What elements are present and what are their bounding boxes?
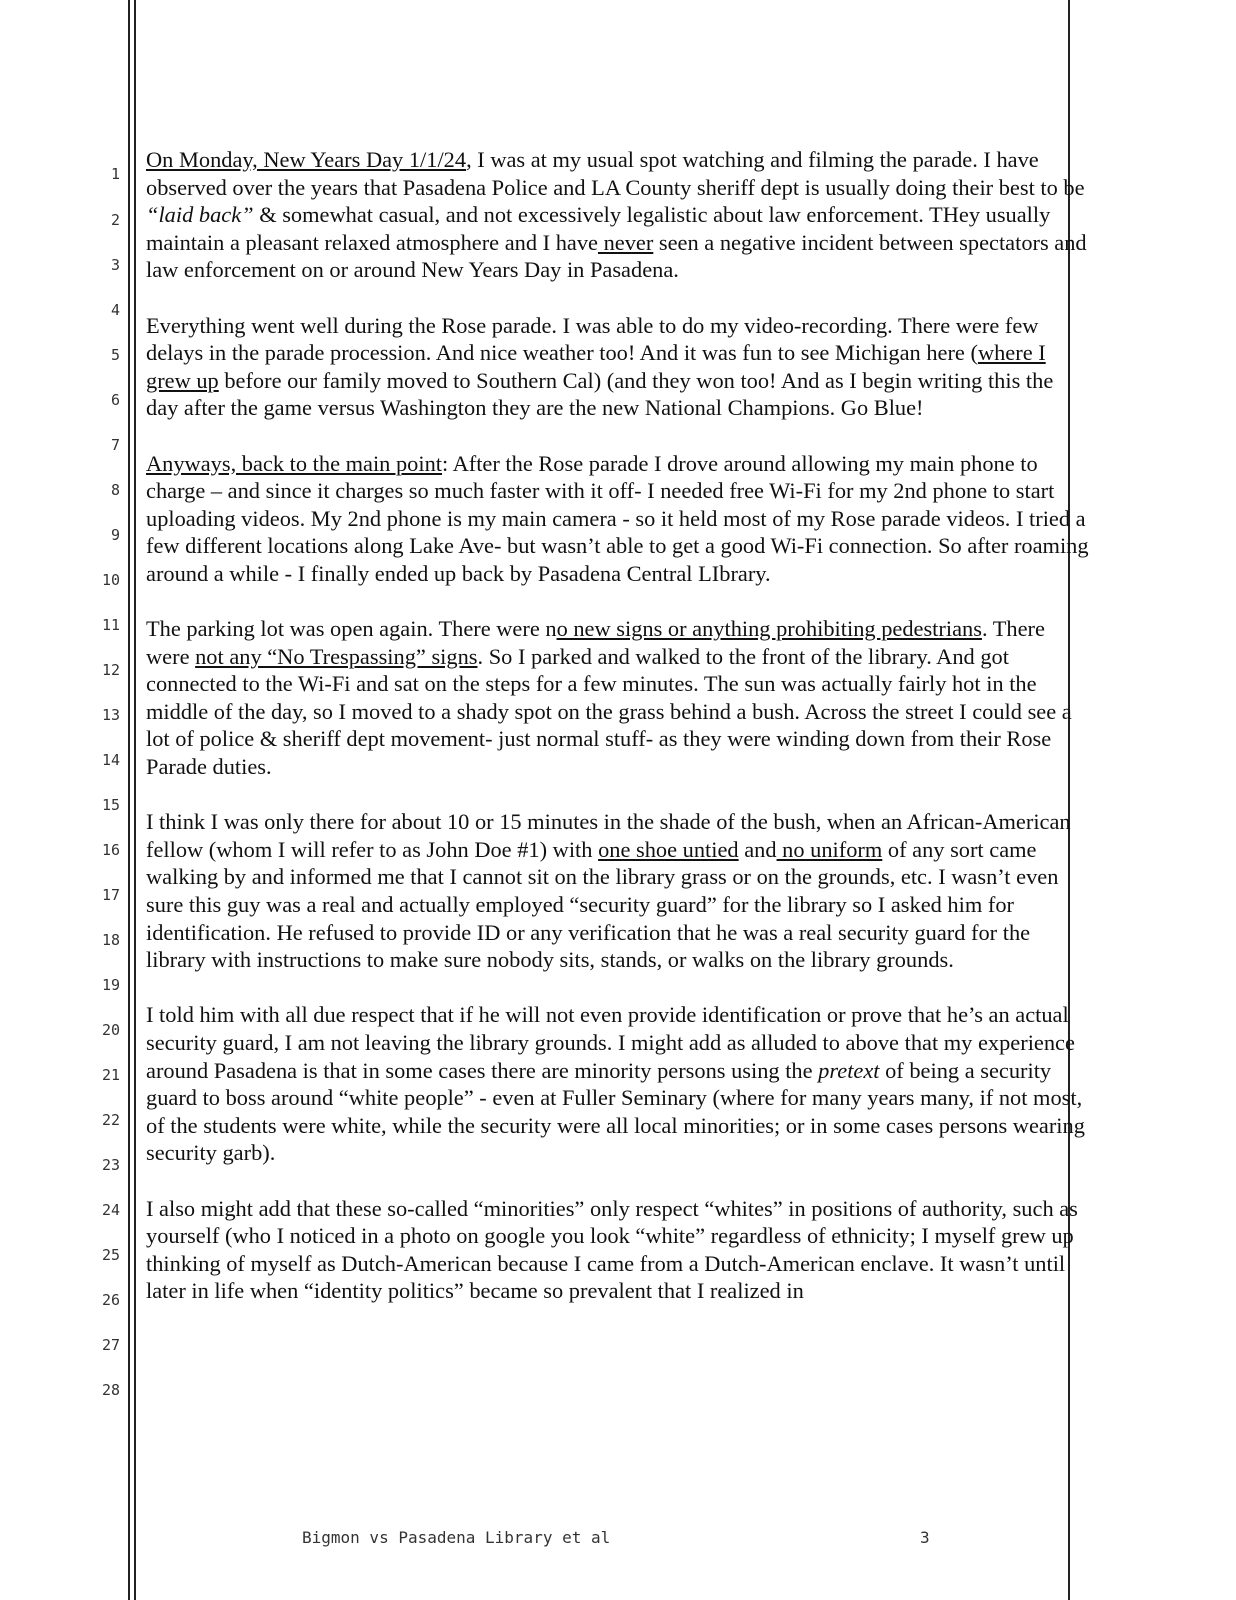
line-number: 10 [101, 571, 120, 589]
line-number: 21 [101, 1066, 120, 1084]
paragraph-parking-lot [146, 615, 1091, 781]
footer-case-title: Bigmon vs Pasadena Library et al [302, 1528, 611, 1547]
date-underlined: On Monday, New Years Day 1/1/24 [146, 147, 467, 172]
paragraph-rose-parade [146, 312, 1091, 422]
line-number: 15 [101, 796, 120, 814]
line-number: 7 [110, 436, 120, 454]
underlined-phrase: one shoe untied [598, 836, 739, 862]
text-run: Everything went well during the Rose parade. I was able to do my video-recording. There were few delays in the parade procession. And nice weather too! And it was fun to see Michigan here ( [146, 312, 1039, 366]
text-run: . So I parked and walked to the front of the library. And got connected to the Wi-Fi and sat on the steps for a few minutes. The sun was actually fairly hot in the middle of the day, so I moved to a shady spot on the grass behind a bush. Across the street I could see a lot of police & sheriff dept movement- just normal stuff- as they were winding down from their Rose Parade duties. [146, 643, 1072, 780]
italic-phrase: pretext [818, 1057, 880, 1083]
line-number: 28 [101, 1381, 120, 1399]
text-run: I also might add that these so-called “minorities” only respect “whites” in positions of authority, such as yourself (who I noticed in a photo on google you look “white” regardless of ethnicity; I myself grew up thinking of myself as Dutch-American because I came from a Dutch-American enclave. It wasn’t until later in life when “identity politics” became so prevalent that I realized in [146, 1195, 1078, 1304]
line-number: 4 [110, 301, 120, 319]
underlined-phrase: where I grew up [146, 340, 1046, 393]
left-margin-rule-inner [134, 0, 136, 1600]
underlined-phrase: Anyways, back to the main point [146, 450, 442, 476]
line-number: 27 [101, 1336, 120, 1354]
text-run: : After the Rose parade I drove around allowing my main phone to charge – and since it charges so much faster with it off- I needed free Wi-Fi for my 2nd phone to start uploading videos. My 2nd phone is my main camera - so it held most of my Rose parade videos. I tried a few different locations along Lake Ave- but wasn’t able to get a good Wi-Fi connection. So after roaming around a while - I finally ended up back by Pasadena Central LIbrary. [146, 450, 1089, 586]
line-number: 3 [110, 256, 120, 274]
line-number: 25 [101, 1246, 120, 1264]
line-number: 17 [101, 886, 120, 904]
line-number: 11 [101, 616, 120, 634]
left-margin-rule-outer [128, 0, 130, 1600]
paragraph-minorities [146, 1195, 1091, 1305]
line-number: 14 [101, 751, 120, 769]
line-number: 23 [101, 1156, 120, 1174]
italic-phrase: “laid back” [146, 202, 254, 228]
line-number: 13 [101, 706, 120, 724]
line-number: 16 [101, 841, 120, 859]
document-body [146, 146, 1091, 1333]
page-number: 3 [920, 1528, 930, 1547]
line-number: 2 [110, 211, 120, 229]
text-run: of any sort came walking by and informed me that I cannot sit on the library grass or on the grounds, etc. I wasn’t even sure this guy was a real and actually employed “security guard” for the library so I asked him for identification. He refused to provide ID or any verification that he was a real security guard for the library with instructions to make sure nobody sits, stands, or walks on the library grounds. [146, 836, 1059, 973]
line-number: 22 [101, 1111, 120, 1129]
line-number: 8 [110, 481, 120, 499]
text-run: before our family moved to Southern Cal) (and they won too! And as I begin writing this the day after the game versus Washington they are the new National Champions. Go Blue! [146, 367, 1054, 421]
text-run: , I was at my usual spot watching and filming the parade. I have observed over the years that Pasadena Police and LA County sheriff dept is usually doing their best to be [146, 147, 1085, 200]
text-run: I told him with all due respect that if he will not even provide identification or prove that he’s an actual security guard, I am not leaving the library grounds. I might add as alluded to above that my experience around Pasadena is that in some cases there are minority persons using the [146, 1002, 1075, 1083]
underlined-phrase: no uniform [776, 836, 883, 862]
line-number: 24 [101, 1201, 120, 1219]
paragraph-identification [146, 1001, 1091, 1167]
text-run: The parking lot was open again. There were n [146, 616, 557, 642]
text-run: and [738, 836, 777, 862]
text-run: I think I was only there for about 10 or 15 minutes in the shade of the bush, when an African-American fellow (whom I will refer to as John Doe #1) with [146, 809, 1071, 862]
line-number: 26 [101, 1291, 120, 1309]
text-run: seen a negative incident between spectators and law enforcement on or around New Years Day in Pasadena. [146, 229, 1087, 283]
underlined-phrase: o new signs or anything prohibiting pedestrians [556, 616, 982, 642]
line-number: 20 [101, 1021, 120, 1039]
text-run: of being a security guard to boss around “white people” - even at Fuller Seminary (where for many years many, if not most, of the students were white, while the security were all local minorities; or in some cases persons wearing security garb). [146, 1057, 1085, 1166]
paragraph-john-doe [146, 808, 1091, 974]
line-number: 18 [101, 931, 120, 949]
line-number: 5 [110, 346, 120, 364]
paragraph-wifi [146, 450, 1091, 588]
underlined-phrase: never [597, 229, 654, 255]
text-run: . There were [146, 616, 1045, 669]
line-number: 9 [110, 526, 120, 544]
line-number: 19 [101, 976, 120, 994]
line-number: 1 [110, 165, 120, 183]
paragraph-parade-day [146, 146, 1091, 284]
line-number: 6 [110, 391, 120, 409]
line-number: 12 [101, 661, 120, 679]
underlined-phrase: not any “No Trespassing” signs [195, 643, 478, 669]
text-run: & somewhat casual, and not excessively legalistic about law enforcement. THey usually maintain a pleasant relaxed atmosphere and I have [146, 202, 1051, 255]
